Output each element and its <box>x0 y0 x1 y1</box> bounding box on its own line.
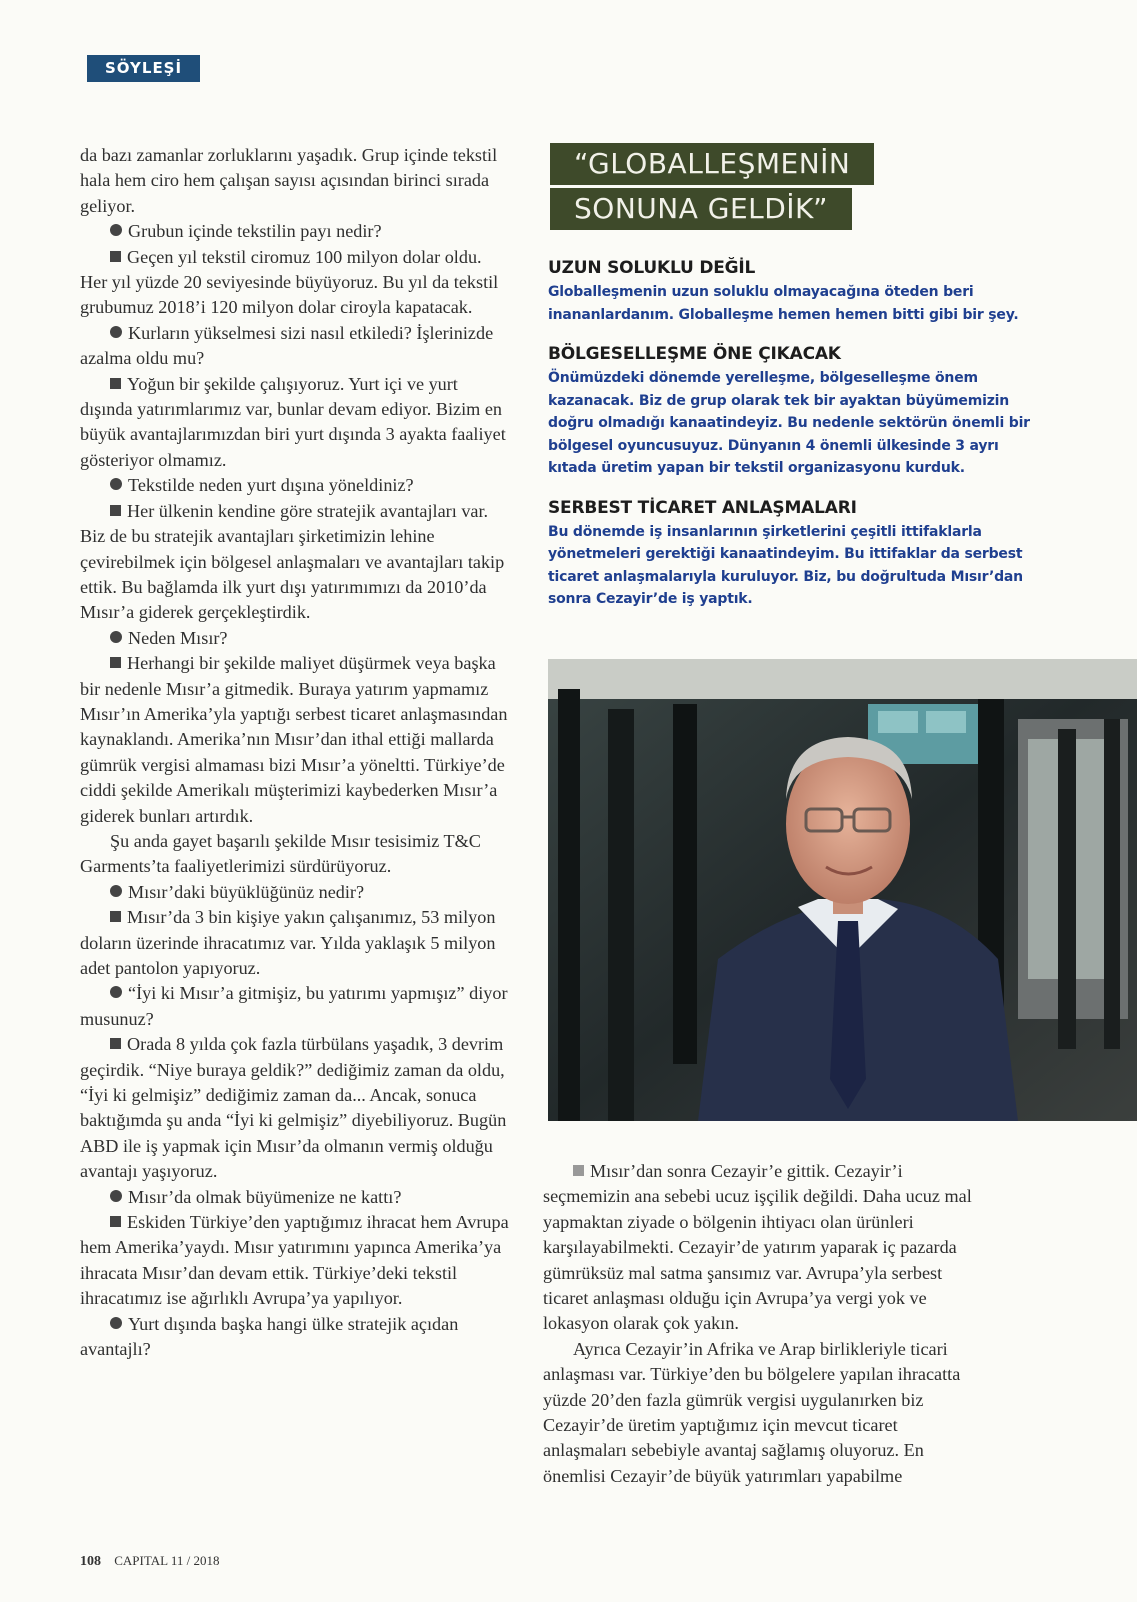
magazine-name: CAPITAL <box>114 1553 168 1568</box>
highlight-text: Bu dönemde iş insanlarının şirketlerini çeşitli ittifaklarla yönetmeleri gerektiği kanaatindeyim. Bu ittifaklar da serbest ticaret anlaşmalarıyla kuruluyor. Biz, bu doğrultuda Mısır’dan sonra Cezayir’de iş yaptık. <box>548 523 1023 607</box>
question-bullet-icon <box>110 224 122 236</box>
bottom-column <box>543 1159 983 1489</box>
answer: Herhangi bir şekilde maliyet düşürmek veya başka bir nedenle Mısır’a gitmedik. Buraya yatırım yapmamız Mısır’ın Amerika’yla yaptığı serbest ticaret anlaşmasından kaynaklandı. Amerika’nın Mısır’dan ithal ettiği mallarda gümrük vergisi almaması bizi Mısır’a yöneltti. Türkiye’de ciddi şekilde Amerikalı müşterimizi kaybederken Mısır’a giderek bunları artırdık. <box>80 653 508 826</box>
answer-bullet-icon <box>110 505 121 516</box>
answer: Her ülkenin kendine göre stratejik avantajları var. Biz de bu stratejik avantajları şirketimizin lehine çevirebilmek için bölgesel anlaşmaları ve avantajları takip ettik. Bu bağlamda ilk yurt dışı yatırımımızı da 2010’da Mısır’a giderek gerçekleştirdik. <box>80 500 505 623</box>
headline <box>550 143 874 233</box>
question: Yurt dışında başka hangi ülke stratejik açıdan avantajlı? <box>80 1313 459 1360</box>
left-column <box>80 143 512 1363</box>
question-bullet-icon <box>110 478 122 490</box>
answer-bullet-icon <box>110 911 121 922</box>
highlight-title: SERBEST TİCARET ANLAŞMALARI <box>548 497 857 518</box>
question: “İyi ki Mısır’a gitmişiz, bu yatırımı yapmışız” diyor musunuz? <box>80 983 508 1029</box>
answer: Orada 8 yılda çok fazla türbülans yaşadık, 3 devrim geçirdik. “Niye buraya geldik?” dediğimiz zaman da oldu, “İyi ki gelmişiz” dediğimiz zaman da... Ancak, sonuca baktığımda şu anda “İyi ki gelmişiz” diyebiliyoruz. Bugün ABD ile iş yapmak için Mısır’da olmanın vermiş olduğu avantajı yaşıyoruz. <box>80 1034 507 1182</box>
section-label: SÖYLEŞİ <box>87 55 200 82</box>
question-bullet-icon <box>110 631 122 643</box>
question: Grubun içinde tekstilin payı nedir? <box>80 219 512 244</box>
page-number: 108 <box>80 1554 101 1569</box>
answer-bullet-icon <box>573 1165 584 1176</box>
question: Tekstilde neden yurt dışına yöneldiniz? <box>80 473 512 498</box>
highlight-text: Önümüzdeki dönemde yerelleşme, bölgeselleşme önem kazanacak. Biz de grup olarak tek bir ayaktan büyümemizin doğru olmadığı kanaatindeyiz. Bu nedenle sektörün önemli bir bölgesel oyuncusuyuz. Dünyanın 4 önemli ülkesinde 3 ayrı kıtada üretim yapan bir tekstil organizasyonu kurduk. <box>548 370 1030 476</box>
question: Mısır’da olmak büyümenize ne kattı? <box>80 1185 512 1210</box>
question: Neden Mısır? <box>80 626 512 651</box>
question: Mısır’daki büyüklüğünüz nedir? <box>80 880 512 905</box>
answer-bullet-icon <box>110 657 121 668</box>
answer: Mısır’dan sonra Cezayir’e gittik. Cezayir’i seçmemizin ana sebebi ucuz işçilik değildi. Daha ucuz mal yapmaktan ziyade o bölgenin ihtiyacı olan ürünleri karşılayabilmekti. Cezayir’de yatırım yaparak iç pazarda gümrüksüz mal satma şansımız var. Avrupa’yla serbest ticaret anlaşması olduğu için Avrupa’ya vergi yok ve lokasyon olarak çok yakın. <box>543 1161 972 1334</box>
answer-bullet-icon <box>110 1038 121 1049</box>
interviewee-photo <box>548 659 1137 1121</box>
headline-line-2: SONUNA GELDİK” <box>550 188 852 230</box>
highlight-text: Globalleşmenin uzun soluklu olmayacağına öteden beri inananlardanım. Globalleşme hemen hemen bitti gibi bir şey. <box>548 284 1019 323</box>
question-bullet-icon <box>110 1190 122 1202</box>
paragraph: Ayrıca Cezayir’in Afrika ve Arap birlikleriyle ticari anlaşması var. Türkiye’den bu bölgelere yapılan ihracatta yüzde 20’den fazla gümrük vergisi uygulanırken biz Cezayir’de üretim yaptığımız için mevcut ticaret anlaşmaları sebebiyle avantaj sağlamış oluyoruz. En önemlisi Cezayir’de büyük yatırımları yapabilme <box>543 1338 961 1486</box>
answer-bullet-icon <box>110 378 121 389</box>
page-footer <box>80 1553 220 1570</box>
answer: Yoğun bir şekilde çalışıyoruz. Yurt içi ve yurt dışında yatırımlarımız var, bunlar devam ediyor. Bizim en büyük avantajlarımızdan biri yurt dışında 3 ayakta faaliyet gösteriyor olmamız. <box>80 373 506 470</box>
highlight-title: UZUN SOLUKLU DEĞİL <box>548 258 756 278</box>
question-bullet-icon <box>110 986 122 998</box>
question-bullet-icon <box>110 326 122 338</box>
paragraph: da bazı zamanlar zorluklarını yaşadık. Grup içinde tekstil hala hem ciro hem çalışan sayısı açısından birinci sırada geliyor. <box>80 145 498 216</box>
question-bullet-icon <box>110 885 122 897</box>
question: Kurların yükselmesi sizi nasıl etkiledi? İşlerinizde azalma oldu mu? <box>80 322 494 369</box>
paragraph: Şu anda gayet başarılı şekilde Mısır tesisimiz T&C Garments’ta faaliyetlerimizi sürdürüyoruz. <box>80 830 481 877</box>
answer: Mısır’da 3 bin kişiye yakın çalışanımız, 53 milyon doların üzerinde ihracatımız var. Yılda yaklaşık 5 milyon adet pantolon yapıyoruz. <box>80 907 496 978</box>
answer: Eskiden Türkiye’den yaptığımız ihracat hem Avrupa hem Amerika’yaydı. Mısır yatırımını yapınca Amerika’ya ihracata Mısır’dan devam ettik. Türkiye’deki tekstil ihracatımız ise ağırlıklı Avrupa’ya yapılıyor. <box>80 1212 509 1309</box>
answer: Geçen yıl tekstil ciromuz 100 milyon dolar oldu. Her yıl yüzde 20 seviyesinde büyüyoruz. Bu yıl da tekstil grubumuz 2018’i 120 milyon dolar ciroyla kapatacak. <box>80 246 499 318</box>
issue-date: 11 / 2018 <box>170 1553 220 1568</box>
highlight-title: BÖLGESELLEŞME ÖNE ÇIKACAK <box>548 344 841 364</box>
answer-bullet-icon <box>110 1216 121 1227</box>
highlights-sidebar <box>548 258 1048 629</box>
headline-line-1: “GLOBALLEŞMENİN <box>550 143 874 185</box>
answer-bullet-icon <box>110 251 121 262</box>
question-bullet-icon <box>110 1317 122 1329</box>
portrait-illustration <box>548 659 1137 1121</box>
